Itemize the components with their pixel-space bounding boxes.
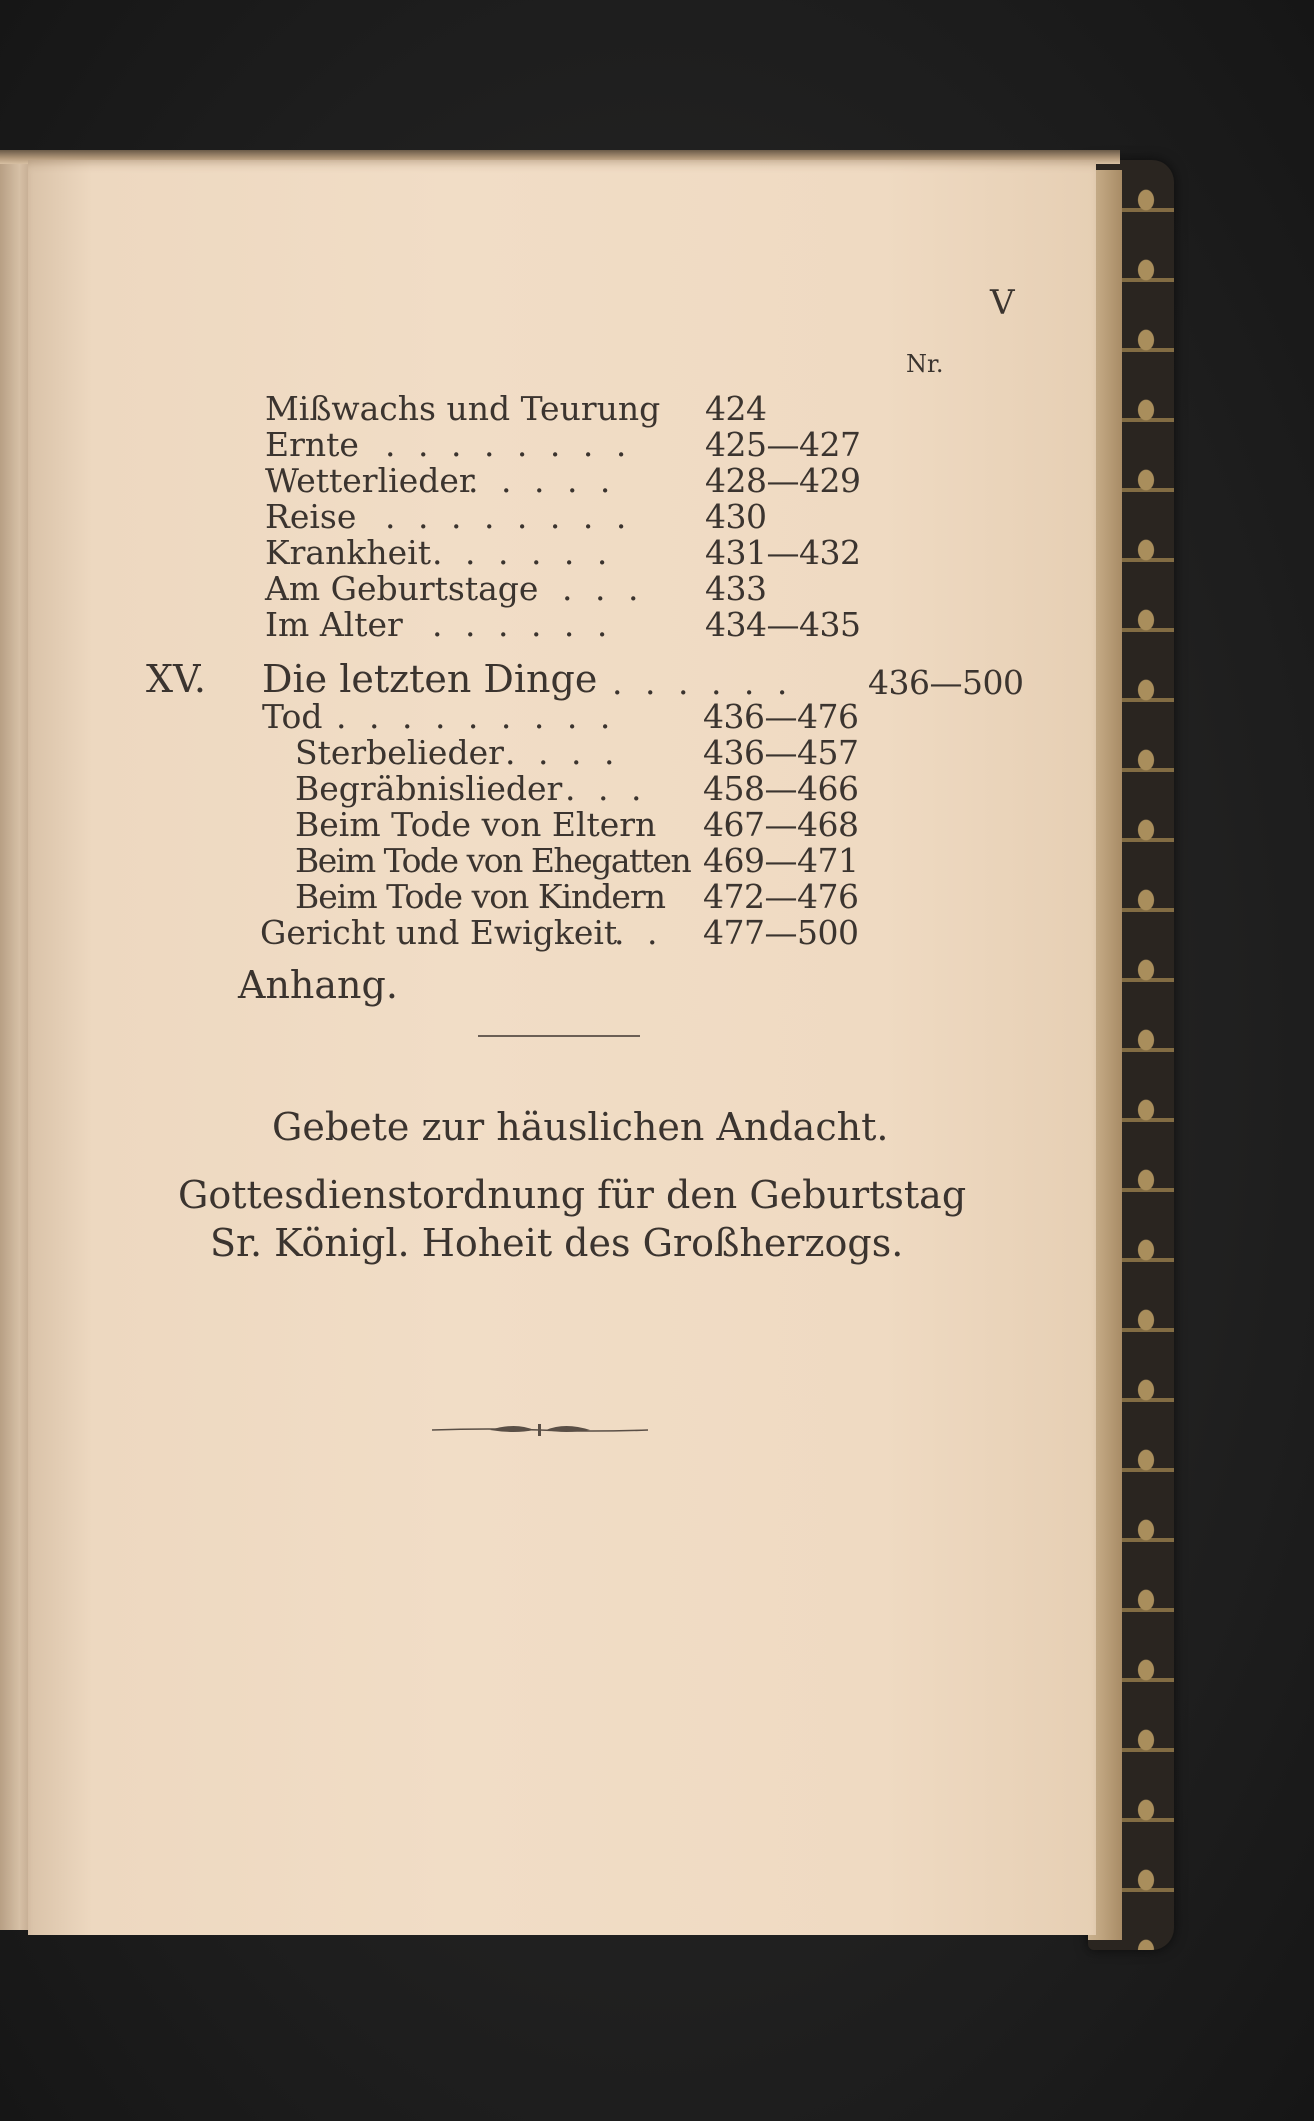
- toc-leader-dots: . . . . . . . .: [385, 497, 633, 536]
- toc-leader-dots: . . . . . .: [612, 663, 794, 702]
- toc-entry-number: 433: [705, 569, 767, 608]
- appendix-item: Gottesdienstordnung für den Geburtstag: [178, 1173, 967, 1217]
- toc-leader-dots: . .: [614, 913, 664, 952]
- toc-leader-dots: . . . . . . . .: [385, 425, 633, 464]
- toc-leader-dots: . . .: [562, 569, 645, 608]
- toc-leader-dots: . . . . .: [468, 461, 617, 500]
- toc-entry-number: 469—471: [703, 841, 859, 880]
- ornament-divider: [430, 1418, 650, 1442]
- toc-entry-number: 436—457: [703, 733, 859, 772]
- appendix-item: Gebete zur häuslichen Andacht.: [272, 1105, 889, 1149]
- toc-entry-number: 430: [705, 497, 767, 536]
- toc-entry-label: Sterbelieder: [295, 733, 504, 772]
- toc-entry-number: 434—435: [705, 605, 861, 644]
- toc-entry-label: Beim Tode von Kindern: [295, 877, 665, 916]
- toc-entry-number: 472—476: [703, 877, 859, 916]
- toc-entry-label: Tod: [262, 697, 323, 736]
- appendix-heading: Anhang.: [238, 963, 398, 1007]
- toc-entry-number: 428—429: [705, 461, 861, 500]
- toc-entry-number: 477—500: [703, 913, 859, 952]
- column-header: Nr.: [906, 350, 944, 378]
- toc-leader-dots: . . . . . .: [432, 605, 614, 644]
- toc-entry-label: Am Geburtstage: [265, 569, 539, 608]
- toc-entry-label: Gericht und Ewigkeit: [260, 913, 618, 952]
- toc-entry-number: 425—427: [705, 425, 861, 464]
- divider-rule: [478, 1035, 640, 1037]
- toc-entry-label: Ernte: [265, 425, 359, 464]
- toc-entry-label: Im Alter: [265, 605, 403, 644]
- toc-entry-label: Mißwachs und Teurung: [265, 389, 661, 428]
- toc-leader-dots: . . .: [565, 769, 648, 808]
- toc-leader-dots: . . . . . . . . .: [336, 697, 617, 736]
- toc-entry-label: Begräbnislieder: [295, 769, 563, 808]
- toc-leader-dots: . . . . . .: [432, 533, 614, 572]
- page-number: V: [990, 283, 1015, 323]
- toc-entry-number: 467—468: [703, 805, 859, 844]
- toc-entry-number: 424: [705, 389, 767, 428]
- section-number-range: 436—500: [868, 663, 1024, 702]
- spine-ornament: [1118, 160, 1174, 1950]
- toc-entry-number: 436—476: [703, 697, 859, 736]
- section-title: Die letzten Dinge: [262, 657, 598, 701]
- toc-entry-label: Krankheit: [265, 533, 431, 572]
- toc-entry-label: Reise: [265, 497, 357, 536]
- section-numeral: XV.: [146, 657, 206, 701]
- toc-entry-number: 431—432: [705, 533, 861, 572]
- toc-leader-dots: . . . .: [505, 733, 621, 772]
- toc-entry-label: Beim Tode von Eltern: [295, 805, 657, 844]
- appendix-item: Sr. Königl. Hoheit des Großherzogs.: [210, 1221, 904, 1265]
- left-page-edge: [0, 150, 28, 1930]
- toc-entry-label: Wetterlieder: [265, 461, 475, 500]
- toc-entry-label: Beim Tode von Ehegatten: [295, 841, 691, 880]
- toc-entry-number: 458—466: [703, 769, 859, 808]
